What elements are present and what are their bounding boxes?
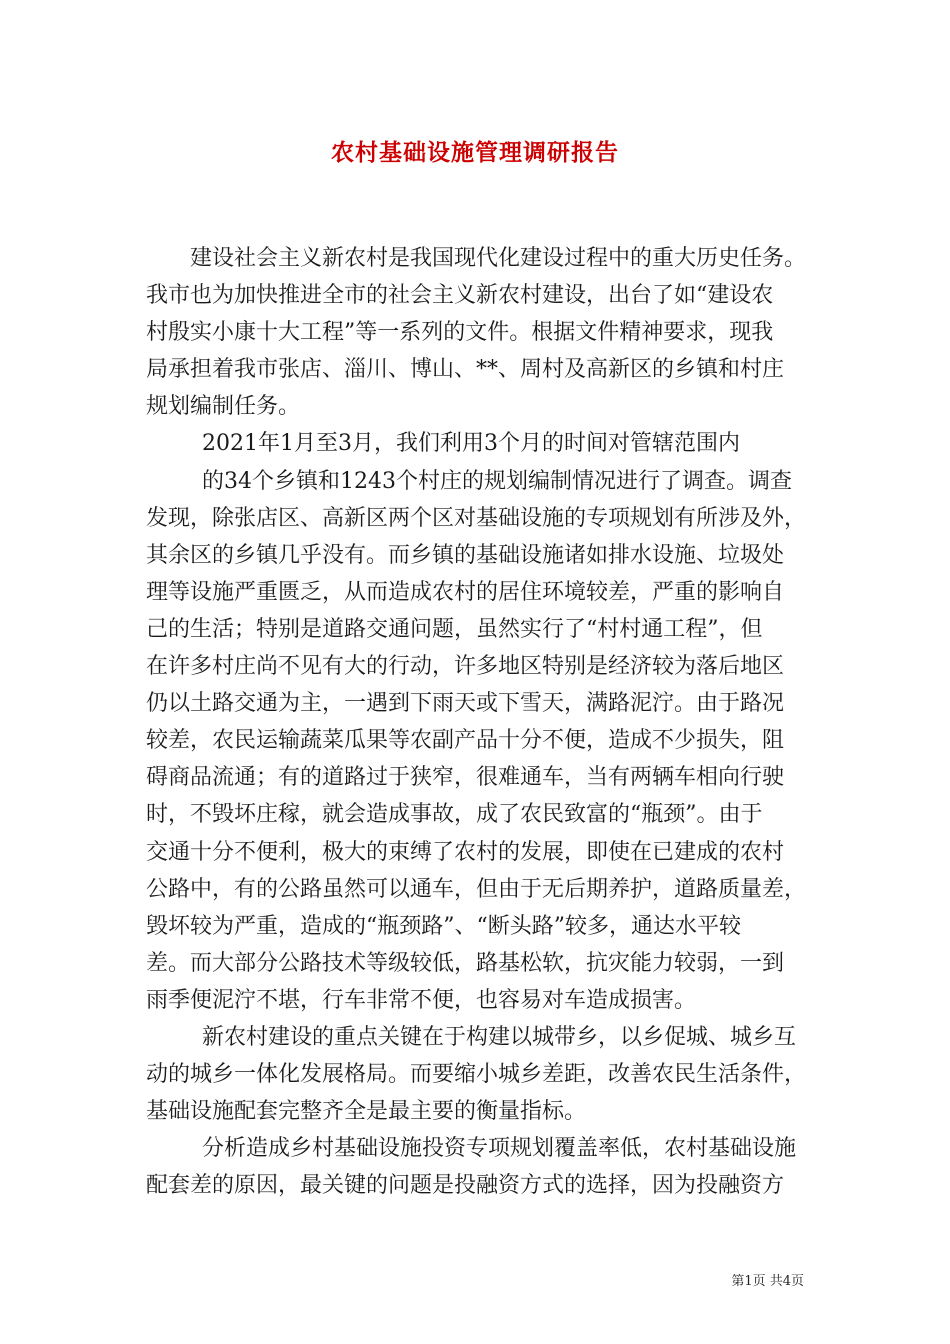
paragraph-line: 雨季便泥泞不堪，行车非常不便，也容易对车造成损害。 <box>146 987 697 1013</box>
paragraph-line: 村殷实小康十大工程”等一系列的文件。根据文件精神要求，现我 <box>146 320 774 346</box>
paragraph-line: 配套差的原因，最关键的问题是投融资方式的选择，因为投融资方 <box>146 1173 785 1199</box>
paragraph-line: 较差，农民运输蔬菜瓜果等农副产品十分不便，造成不少损失，阻 <box>146 728 785 754</box>
paragraph-line: 发现，除张店区、高新区两个区对基础设施的专项规划有所涉及外， <box>146 505 807 531</box>
document-title: 农村基础设施管理调研报告 <box>331 139 619 166</box>
paragraph-line: 碍商品流通；有的道路过于狭窄，很难通车，当有两辆车相向行驶 <box>146 765 785 791</box>
paragraph-line: 理等设施严重匮乏，从而造成农村的居住环境较差，严重的影响自 <box>146 579 785 605</box>
paragraph-line: 分析造成乡村基础设施投资专项规划覆盖率低，农村基础设施 <box>202 1136 797 1162</box>
paragraph-line: 己的生活；特别是道路交通问题，虽然实行了“村村通工程”，但 <box>146 616 763 642</box>
paragraph-line: 在许多村庄尚不见有大的行动，许多地区特别是经济较为落后地区 <box>146 654 785 680</box>
paragraph-line: 的34个乡镇和1243个村庄的规划编制情况进行了调查。调查 <box>202 468 792 494</box>
paragraph-line: 2021年1月至3月，我们利用3个月的时间对管辖范围内 <box>202 431 740 457</box>
paragraph-line: 动的城乡一体化发展格局。而要缩小城乡差距，改善农民生活条件， <box>146 1062 807 1088</box>
paragraph-line: 其余区的乡镇几乎没有。而乡镇的基础设施诸如排水设施、垃圾处 <box>146 542 785 568</box>
paragraph-line: 我市也为加快推进全市的社会主义新农村建设，出台了如“建设农 <box>146 283 774 309</box>
page-number: 第1页 共4页 <box>731 1274 804 1289</box>
paragraph-line: 公路中，有的公路虽然可以通车，但由于无后期养护，道路质量差， <box>146 876 807 902</box>
paragraph-line: 规划编制任务。 <box>146 394 301 420</box>
document-body <box>146 240 810 1204</box>
paragraph-line: 时，不毁坏庄稼，就会造成事故，成了农民致富的“瓶颈”。由于 <box>146 802 763 828</box>
paragraph-line: 建设社会主义新农村是我国现代化建设过程中的重大历史任务。 <box>190 246 807 271</box>
paragraph-line: 毁坏较为严重，造成的“瓶颈路”、“断头路”较多，通达水平较 <box>146 913 741 939</box>
paragraph-line: 交通十分不便利，极大的束缚了农村的发展，即使在已建成的农村 <box>146 839 785 865</box>
paragraph-line: 新农村建设的重点关键在于构建以城带乡，以乡促城、城乡互 <box>202 1024 797 1050</box>
paragraph-line: 基础设施配套完整齐全是最主要的衡量指标。 <box>146 1099 587 1125</box>
paragraph-line: 局承担着我市张店、淄川、博山、**、周村及高新区的乡镇和村庄 <box>146 357 785 383</box>
paragraph-line: 差。而大部分公路技术等级较低，路基松软，抗灾能力较弱，一到 <box>146 950 785 976</box>
paragraph-line: 仍以土路交通为主，一遇到下雨天或下雪天，满路泥泞。由于路况 <box>146 691 785 717</box>
